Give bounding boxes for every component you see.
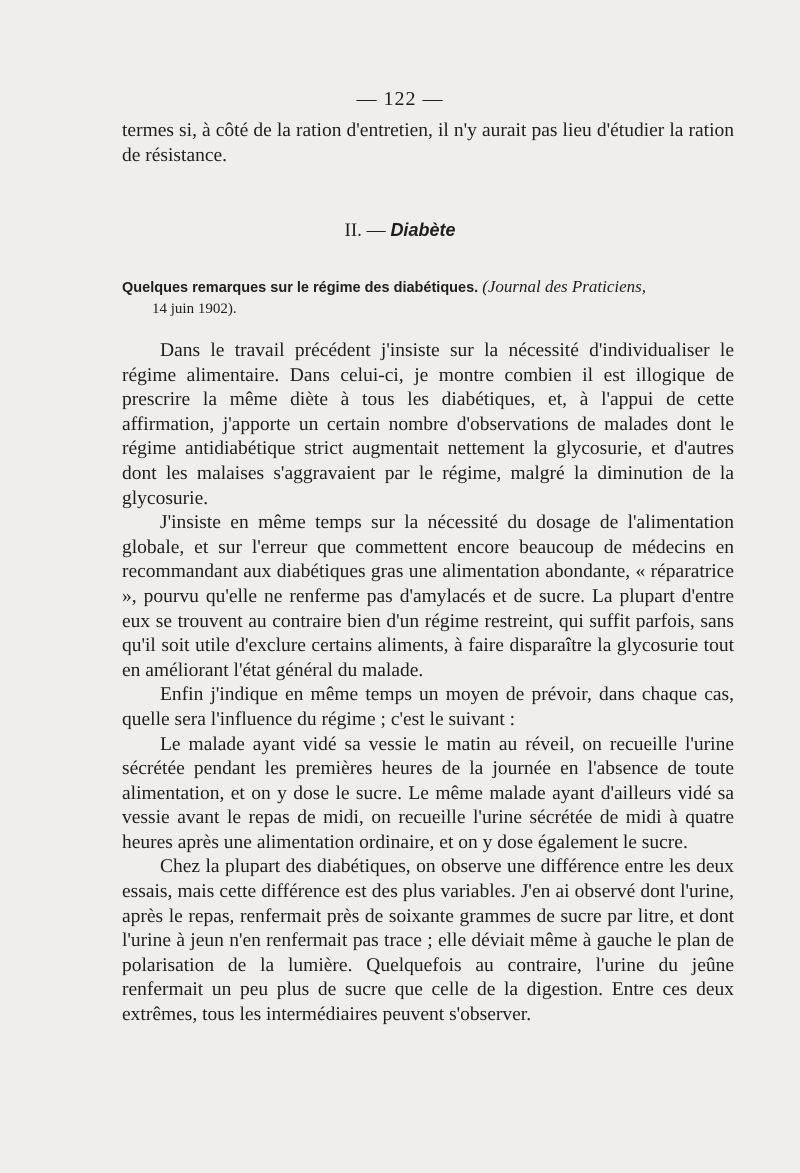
reference-title: Quelques remarques sur le régime des diabétiques. xyxy=(122,280,479,296)
section-title: Diabète xyxy=(390,220,456,240)
paragraph: Dans le travail précédent j'insiste sur la nécessité d'individualiser le régime alimentaire. Dans celui-ci, je montre combien il est illogique de prescrire la même diète à tous les diabétiques, et, à l'appui de cette affirmation, j'apporte un certain nombre d'observations de malades dont le régime antidiabétique strict augmentait nettement la glycosurie, et d'autres dont les malaises s'aggravaient par le régime, malgré la diminution de la glycosurie. xyxy=(122,340,734,509)
paragraph: J'insiste en même temps sur la nécessité du dosage de l'alimentation globale, et sur l'erreur que commettent encore beaucoup de médecins en recommandant aux diabétiques gras une alimentation abondante, « réparatrice », pourvu qu'elle ne renferme pas d'amylacés et de sucre. La plupart d'entre eux se trouvent au contraire bien d'un régime restreint, qui suffit parfois, sans qu'il soit utile d'exclure certains aliments, à faire disparaître la glycosurie tout en améliorant l'état général du malade. xyxy=(122,512,734,681)
paragraph: Enfin j'indique en même temps un moyen de prévoir, dans chaque cas, quelle sera l'influence du régime ; c'est le suivant : xyxy=(122,684,734,730)
paragraph: Le malade ayant vidé sa vessie le matin au réveil, on recueille l'urine sécrétée pendant les premières heures de la journée en l'absence de toute alimentation, et on y dose le sucre. Le même malade ayant d'ailleurs vidé sa vessie avant le repas de midi, on recueille l'urine sécrétée de midi à quatre heures après une alimentation ordinaire, et on y dose également le sucre. xyxy=(122,733,734,853)
paragraph: Chez la plupart des diabétiques, on observe une différence entre les deux essais, mais cette différence est des plus variables. J'en ai observé dont l'urine, après le repas, renfermait près de soixante grammes de sucre par litre, et dont l'urine à jeun n'en renfermait pas trace ; elle déviait même à gauche le plan de polarisation de la lumière. Quelquefois au contraire, l'urine du jeûne renfermait un peu plus de sucre que celle de la digestion. Entre ces deux extrêmes, tous les intermédiaires peuvent s'observer. xyxy=(122,856,734,1026)
continued-paragraph: termes si, à côté de la ration d'entretien, il n'y aurait pas lieu d'étudier la ration de résistance. xyxy=(122,120,734,166)
section-heading xyxy=(0,220,800,242)
page-number: — 122 — xyxy=(356,88,444,110)
reference-date: 14 juin 1902). xyxy=(152,301,237,317)
section-numeral: II. — xyxy=(344,220,391,241)
continued-text xyxy=(122,119,734,168)
article-reference xyxy=(122,276,736,320)
reference-journal: (Journal des Praticiens, xyxy=(482,277,647,296)
article-body xyxy=(122,339,734,1028)
